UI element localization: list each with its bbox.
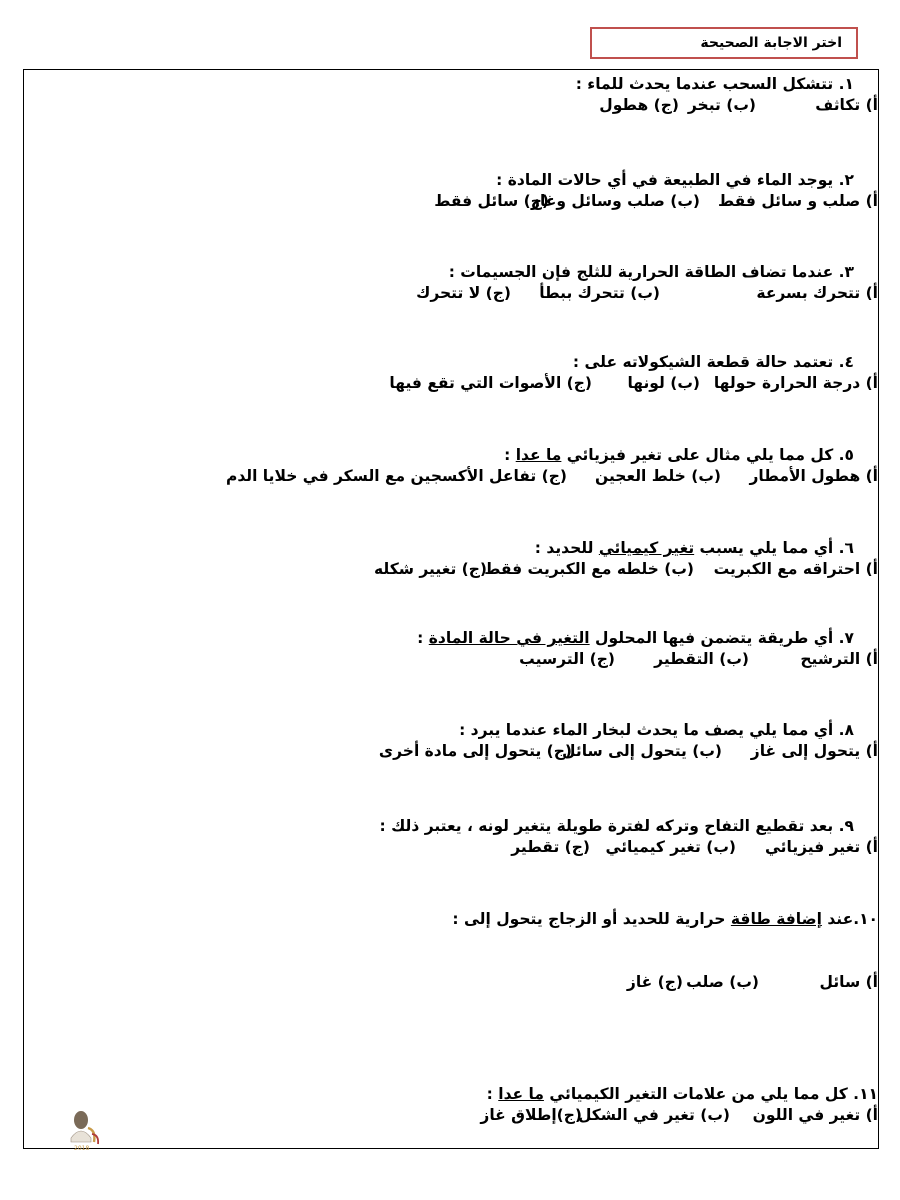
question-stem-underlined: إضافة طاقة [730,910,822,928]
option-a[interactable]: أ) يتحول إلى غاز [750,742,878,760]
question-stem-end: حرارية للحديد أو الزجاج يتحول إلى : [452,910,731,928]
question-stem: أي مما يلي يصف ما يحدث لبخار الماء عندما يبرد : [459,721,834,739]
option-c[interactable]: (ج) تفاعل الأكسجين مع السكر في خلايا الدم [225,467,567,485]
option-c[interactable]: (ج) سائل فقط [434,192,549,210]
option-c[interactable]: (ج) تغيير شكله [374,560,487,578]
option-b[interactable]: (ب) تغير كيميائي [605,838,736,856]
question-10-options [627,972,878,993]
question-stem: بعد تقطيع التفاح وتركه لفترة طويلة يتغير لونه ، يعتبر ذلك : [379,817,834,835]
question-stem-underlined: تغير كيميائي [598,539,695,557]
option-a[interactable]: أ) تغير فيزيائي [765,838,878,856]
option-a[interactable]: أ) صلب و سائل فقط [718,192,878,210]
question-6 [374,538,878,580]
question-number: ٣. [833,263,854,281]
zayed-year-logo [68,1108,104,1152]
option-a[interactable]: أ) احتراقه مع الكبريت [713,560,878,578]
option-a[interactable]: أ) تتحرك بسرعة [756,284,878,302]
question-8 [379,720,878,762]
question-stem-underlined: ما عدا [498,1085,544,1103]
question-number: ٤. [833,353,854,371]
option-b[interactable]: (ب) التقطير [654,650,749,668]
option-a[interactable]: أ) درجة الحرارة حولها [713,374,878,392]
question-stem-underlined: ما عدا [515,446,562,464]
question-stem: تتشكل السحب عندما يحدث للماء : [575,75,834,93]
question-number: ٦. [833,539,854,557]
option-a[interactable]: أ) سائل [819,973,878,991]
question-stem-end: : [417,629,429,647]
question-number: ٥. [833,446,854,464]
question-7 [417,628,878,670]
option-a[interactable]: أ) تكاثف [815,96,878,114]
question-9 [380,816,879,858]
instruction-title: اختر الاجابة الصحيحة [590,27,858,59]
question-11 [480,1084,878,1126]
question-10 [452,909,878,930]
question-number: ٢. [833,171,854,189]
option-b[interactable]: (ب) تغير في الشكل [577,1106,730,1124]
question-stem: أي طريقة يتضمن فيها المحلول [589,629,834,647]
option-c[interactable]: (ج) هطول [599,96,679,114]
option-c[interactable]: (ج) لا تتحرك [416,284,511,302]
question-4 [389,352,878,394]
question-stem-underlined: التغير في حالة المادة [428,629,590,647]
question-stem: كل مما يلي من علامات التغير الكيميائي [543,1085,848,1103]
portrait-body [71,1131,91,1142]
option-b[interactable]: (ب) خلط العجين [595,467,721,485]
question-5 [226,445,878,487]
question-number: ١٠. [853,910,878,928]
question-stem-end: للحديد : [534,539,599,557]
option-b[interactable]: (ب) لونها [627,374,700,392]
option-a[interactable]: أ) الترشيح [800,650,878,668]
question-number: ٩. [833,817,854,835]
question-1 [576,74,878,116]
option-b[interactable]: (ب) تتحرك ببطأ [539,284,660,302]
question-number: ١. [833,75,854,93]
option-b[interactable]: (ب) خلطه مع الكبريت فقط [484,560,694,578]
option-c[interactable]: (ج) الترسيب [519,650,615,668]
question-3 [416,262,878,304]
logo-year: 2018 [74,1145,90,1152]
question-number: ٨. [833,721,854,739]
portrait-head [74,1111,88,1129]
question-stem: عندما تضاف الطاقة الحرارية للثلج فإن الجسيمات : [448,263,834,281]
question-stem-end: : [504,446,516,464]
option-c[interactable]: (ج) الأصوات التي تقع فيها [389,374,592,392]
question-stem: يوجد الماء في الطبيعة في أي حالات المادة : [496,171,834,189]
option-a[interactable]: أ) هطول الأمطار [749,467,878,485]
question-stem: كل مما يلي مثال على تغير فيزيائي [561,446,834,464]
question-stem-end: : [486,1085,499,1103]
option-c[interactable]: (ج) تقطير [511,838,590,856]
option-b[interactable]: (ب) صلب وسائل وغاز [531,192,700,210]
option-b[interactable]: (ب) يتحول إلى سائل [562,742,722,760]
option-b[interactable]: (ب) تبخر [687,96,756,114]
option-b[interactable]: (ب) صلب [686,973,759,991]
option-c[interactable]: (ج)إطلاق غاز [480,1106,582,1124]
question-2 [434,170,878,212]
question-number: ١١. [847,1085,878,1103]
option-c[interactable]: (ج) غاز [626,973,683,991]
question-stem: تعتمد حالة قطعة الشيكولاته على : [572,353,834,371]
option-a[interactable]: أ) تغير في اللون [752,1106,878,1124]
question-number: ٧. [833,629,854,647]
question-stem: عند [821,910,854,928]
question-stem: أي مما يلي يسبب [694,539,834,557]
option-c[interactable]: (ج) يتحول إلى مادة أخرى [378,742,572,760]
